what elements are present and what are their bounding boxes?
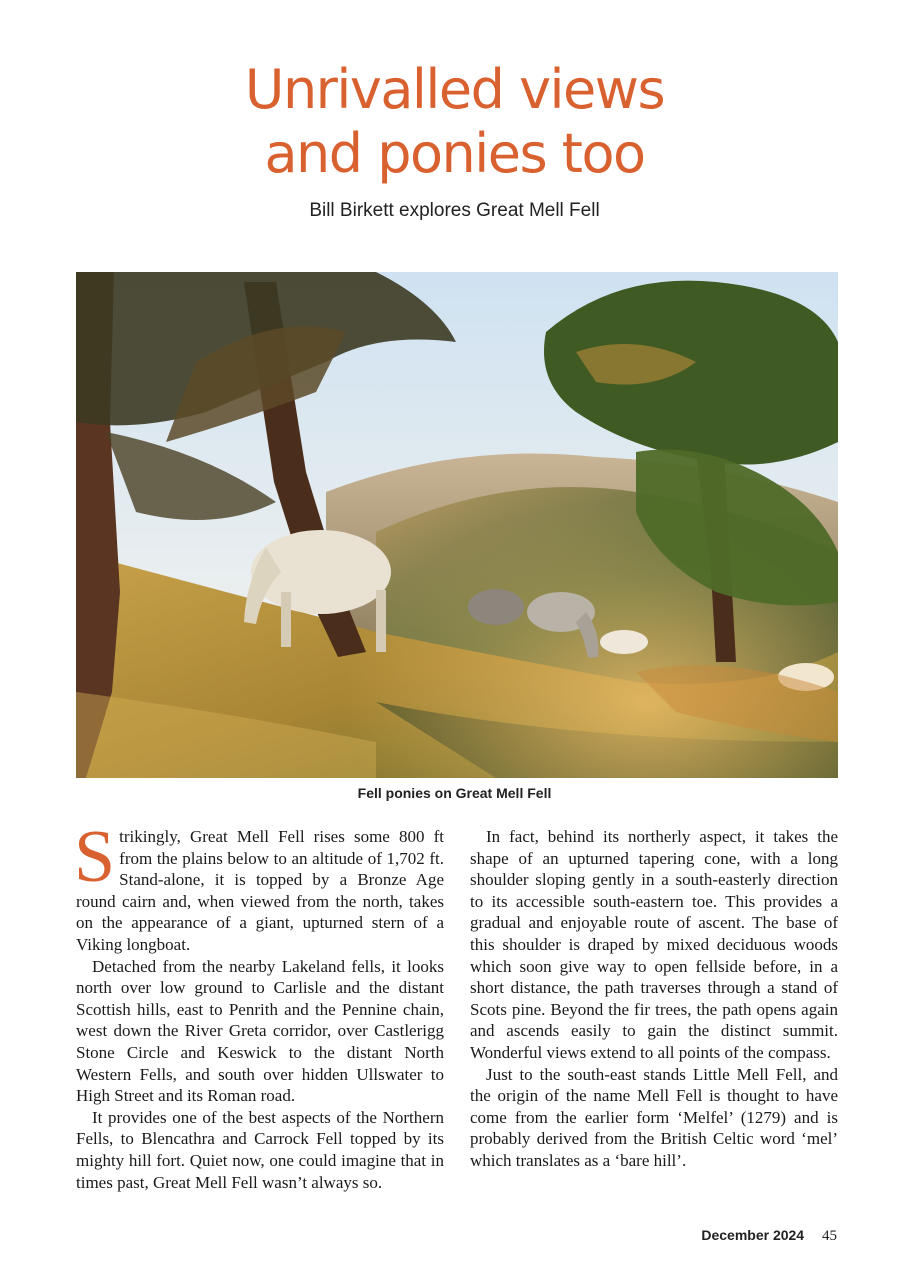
- body-paragraph-1: [74, 816, 444, 956]
- title-line-2: and ponies too: [264, 122, 645, 185]
- body-paragraph-3: It provides one of the best aspects of the Northern Fells, to Blencathra and Carrock Fell topped by its mighty hill fort. Quiet now, one could imagine that in times past, Great Mell Fell wasn’t always so.: [76, 1107, 444, 1192]
- body-column-left: [74, 816, 444, 1193]
- page-footer: [701, 1227, 837, 1245]
- body-paragraph-2: Detached from the nearby Lakeland fells, it looks north over low ground to Carlisle and the distant Scottish hills, east to Penrith and the Pennine chain, west down the River Greta corridor, over Castlerigg Stone Circle and Keswick to the distant North Western Fells, and south over hidden Ullswater to High Street and its Roman road.: [76, 956, 444, 1106]
- issue-date: December 2024: [701, 1227, 805, 1243]
- photo-caption: Fell ponies on Great Mell Fell: [357, 785, 552, 801]
- standfirst: Bill Birkett explores Great Mell Fell: [309, 200, 600, 221]
- page-number: 45: [822, 1228, 837, 1244]
- fell-ponies-photo: [76, 272, 838, 778]
- body-paragraph-5: Just to the south-east stands Little Mell Fell, and the origin of the name Mell Fell is thought to have come from the earlier form ‘Melfel’ (1279) and is probably derived from the British Celtic word ‘mel’ which translates as a ‘bare hill’.: [470, 1064, 838, 1170]
- paragraph-1-text: trikingly, Great Mell Fell rises some 800 ft from the plains below to an altitude of 1,702 ft. Stand-alone, it is topped by a Bronze Age round cairn and, when viewed from the north, takes on the appearance of a giant, upturned stern of a Viking longboat.: [76, 827, 444, 954]
- body-column-right: [470, 826, 838, 1172]
- article-title: [0, 58, 909, 186]
- title-line-1: Unrivalled views: [244, 58, 665, 121]
- drop-cap: S: [74, 816, 116, 898]
- body-paragraph-4: In fact, behind its northerly aspect, it takes the shape of an upturned tapering cone, with a long shoulder sloping gently in a south-easterly direction to its accessible south-eastern toe. This provides a gradual and enjoyable route of ascent. The base of this shoulder is draped by mixed deciduous woods which soon give way to open fellside before, in a short distance, the path traverses through a stand of Scots pine. Beyond the fir trees, the path opens again and ascends easily to gain the distinct summit. Wonderful views extend to all points of the compass.: [470, 827, 838, 1062]
